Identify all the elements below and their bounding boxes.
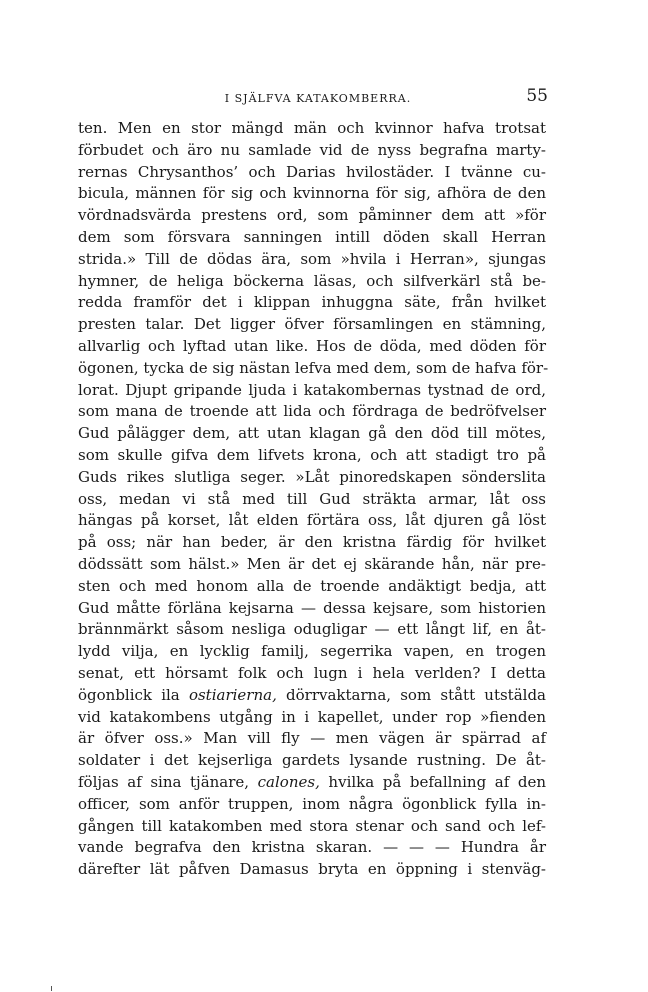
text-line-32: officer, som anför truppen, inom några ögonblick fylla in- xyxy=(78,794,546,813)
text-line-23: Gud måtte förläna kejsarna — dessa kejsare, som historien xyxy=(78,598,546,617)
line-27-end: dörrvaktarna, som stått utstälda xyxy=(276,685,546,704)
text-line-15: Gud pålägger dem, att utan klagan gå den död till mötes, xyxy=(78,424,546,443)
text-line-1: ten. Men en stor mängd män och kvinnor hafva trotsat xyxy=(78,119,546,137)
text-line-25: lydd vilja, en lycklig familj, segerrika vapen, en trogen xyxy=(78,642,546,661)
text-line-34: vande begrafva den kristna skaran. — — — Hundra år xyxy=(78,838,546,857)
text-line-33: gången till katakomben med stora stenar och sand och lef- xyxy=(78,816,546,835)
text-line-17: Guds rikes slutliga seger. »Låt pinoredskapen sönderslita xyxy=(78,467,546,486)
italic-calones: calones, xyxy=(257,772,320,791)
text-line-35: därefter lät påfven Damasus bryta en öppning i stenväg- xyxy=(78,860,546,879)
text-line-21: dödssätt som hälst.» Men är det ej skärande hån, när pre- xyxy=(78,554,546,573)
line-31-start: följas af sina tjänare, xyxy=(78,772,258,791)
italic-ostiarierna: ostiarierna, xyxy=(188,685,277,704)
text-line-6: dem som försvara sanningen intill döden skall Herran xyxy=(78,227,546,246)
text-line-5: vördnadsvärda prestens ord, som påminner dem att »för xyxy=(78,206,546,225)
text-line-7: strida.» Till de dödas ära, som »hvila i Herran», sjungas xyxy=(78,249,546,268)
running-title: I SJÄLFVA KATAKOMBERRA. xyxy=(224,92,412,105)
text-line-9: redda framför det i klippan inhuggna säte, från hvilket xyxy=(78,293,546,312)
page-header xyxy=(78,86,558,110)
line-31-end: hvilka på befallning af den xyxy=(319,772,546,791)
text-line-18: oss, medan vi stå med till Gud sträkta armar, låt oss xyxy=(78,489,546,508)
text-line-22: sten och med honom alla de troende andäktigt bedja, att xyxy=(78,576,546,595)
line-27-start: ögonblick ila xyxy=(78,685,189,704)
text-line-12: ögonen, tycka de sig nästan lefva med dem, som de hafva för- xyxy=(78,358,549,377)
text-line-29: är öfver oss.» Man vill fly — men vägen är spärrad af xyxy=(78,729,546,748)
text-line-20: på oss; när han beder, är den kristna färdig för hvilket xyxy=(78,533,546,552)
body-text xyxy=(78,118,549,881)
text-line-16: som skulle gifva dem lifvets krona, och att stadigt tro på xyxy=(78,445,546,464)
page-scan-mark xyxy=(51,986,52,991)
page-number: 55 xyxy=(526,86,548,106)
text-line-19: hängas på korset, låt elden förtära oss, låt djuren gå löst xyxy=(78,511,546,530)
text-line-10: presten talar. Det ligger öfver församlingen en stämning, xyxy=(78,315,546,334)
text-line-28: vid katakombens utgång in i kapellet, under rop »fienden xyxy=(78,707,546,726)
text-line-31 xyxy=(78,772,546,794)
text-line-13: lorat. Djupt gripande ljuda i katakombernas tystnad de ord, xyxy=(78,380,546,399)
text-line-3: rernas Chrysanthos’ och Darias hvilostäder. I tvänne cu- xyxy=(78,162,546,181)
text-line-14: som mana de troende att lida och fördraga de bedröfvelser xyxy=(78,402,546,421)
text-line-30: soldater i det kejserliga gardets lysande rustning. De åt- xyxy=(78,751,546,770)
text-line-24: brännmärkt såsom nesliga odugligar — ett långt lif, en åt- xyxy=(78,620,546,639)
text-line-26: senat, ett hörsamt folk och lugn i hela verlden? I detta xyxy=(78,663,546,682)
text-line-4: bicula, männen för sig och kvinnorna för sig, afhöra de den xyxy=(78,184,546,203)
text-line-27 xyxy=(78,685,546,707)
text-line-8: hymner, de heliga böckerna läsas, och silfverkärl stå be- xyxy=(78,271,546,290)
text-line-2: förbudet och äro nu samlade vid de nyss begrafna marty- xyxy=(78,140,546,159)
text-line-11: allvarlig och lyftad utan like. Hos de döda, med döden för xyxy=(78,336,546,355)
